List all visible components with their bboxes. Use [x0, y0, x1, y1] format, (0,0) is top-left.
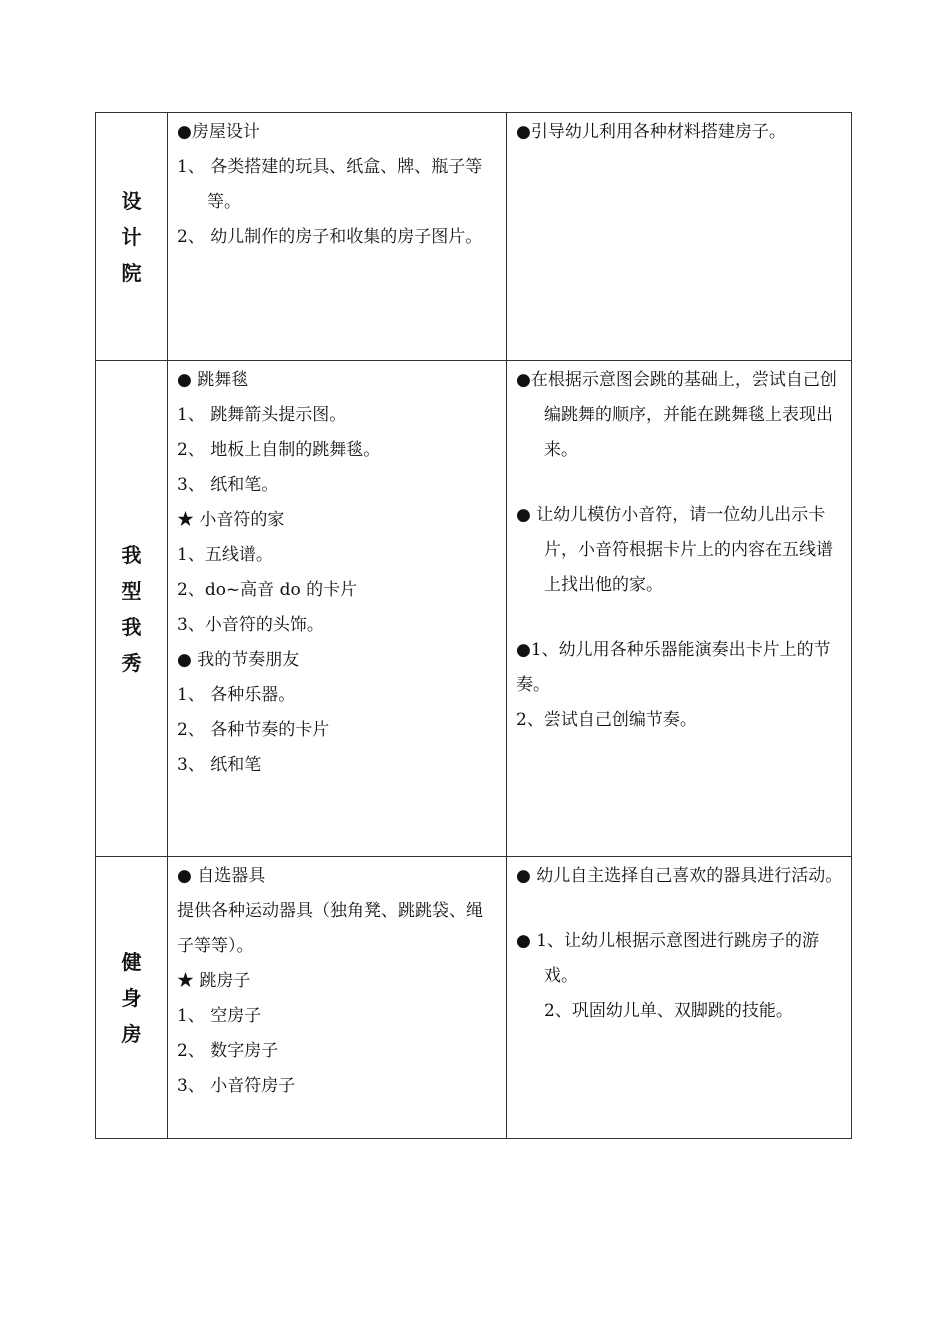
- guidance-item: ● 幼儿自主选择自己喜欢的器具进行活动。: [516, 866, 843, 886]
- guidance-item: ●1、幼儿用各种乐器能演奏出卡片上的节奏。: [516, 640, 831, 695]
- activity-table: [95, 112, 852, 1139]
- row-label-gym: [96, 857, 168, 1139]
- material-heading: ● 我的节奏朋友: [177, 650, 300, 670]
- guidance-item: ●在根据示意图会跳的基础上，尝试自己创编跳舞的顺序，并能在跳舞毯上表现出来。: [516, 370, 837, 460]
- material-heading: ● 跳舞毯: [177, 370, 249, 390]
- row-label-char: 我: [121, 614, 142, 639]
- guidance-cell: [507, 361, 852, 857]
- material-item: 提供各种运动器具（独角凳、跳跳袋、绳子等等）。: [177, 901, 483, 956]
- material-item: 2、 幼儿制作的房子和收集的房子图片。: [177, 227, 483, 247]
- row-label-char: 健: [121, 949, 142, 974]
- material-item: 3、 纸和笔: [177, 755, 262, 775]
- material-item: 1、 各种乐器。: [177, 685, 296, 705]
- materials-cell: [168, 857, 507, 1139]
- material-item: 3、 小音符房子: [177, 1076, 296, 1096]
- materials-cell: [168, 113, 507, 361]
- material-item: 3、 纸和笔。: [177, 475, 279, 495]
- material-item: 2、do~高音 do 的卡片: [177, 580, 358, 600]
- table-row-design: [96, 113, 852, 361]
- row-label-char: 身: [121, 985, 142, 1010]
- material-heading: ● 自选器具: [177, 866, 266, 886]
- material-heading: ●房屋设计: [177, 122, 260, 142]
- guidance-cell: [507, 857, 852, 1139]
- material-item: 2、 数字房子: [177, 1041, 279, 1061]
- row-label-char: 房: [121, 1021, 142, 1046]
- material-item: 1、 空房子: [177, 1006, 262, 1026]
- material-heading: ★ 跳房子: [177, 971, 251, 991]
- material-item: 2、 地板上自制的跳舞毯。: [177, 440, 381, 460]
- material-item: 3、小音符的头饰。: [177, 615, 324, 635]
- material-item: 2、 各种节奏的卡片: [177, 720, 330, 740]
- row-label-char: 设: [121, 188, 142, 213]
- table-row-show: [96, 361, 852, 857]
- guidance-item: ●引导幼儿利用各种材料搭建房子。: [516, 122, 786, 142]
- row-label-show: [96, 361, 168, 857]
- guidance-cell: [507, 113, 852, 361]
- row-label-char: 型: [121, 578, 142, 603]
- material-item: 1、 各类搭建的玩具、纸盒、牌、瓶子等等。: [177, 157, 483, 212]
- material-item: 1、五线谱。: [177, 545, 273, 565]
- guidance-item: 2、尝试自己创编节奏。: [516, 710, 697, 730]
- row-label-design: [96, 113, 168, 361]
- guidance-item: ● 1、让幼儿根据示意图进行跳房子的游戏。: [516, 931, 820, 986]
- material-item: 1、 跳舞箭头提示图。: [177, 405, 347, 425]
- materials-cell: [168, 361, 507, 857]
- guidance-item: ● 让幼儿模仿小音符，请一位幼儿出示卡片，小音符根据卡片上的内容在五线谱上找出他的家。: [516, 505, 833, 595]
- material-heading: ★ 小音符的家: [177, 510, 285, 530]
- table-row-gym: [96, 857, 852, 1139]
- row-label-char: 院: [121, 260, 142, 285]
- row-label-char: 秀: [121, 650, 142, 675]
- row-label-char: 计: [121, 224, 142, 249]
- row-label-char: 我: [121, 542, 142, 567]
- guidance-item: 2、巩固幼儿单、双脚跳的技能。: [544, 1001, 793, 1021]
